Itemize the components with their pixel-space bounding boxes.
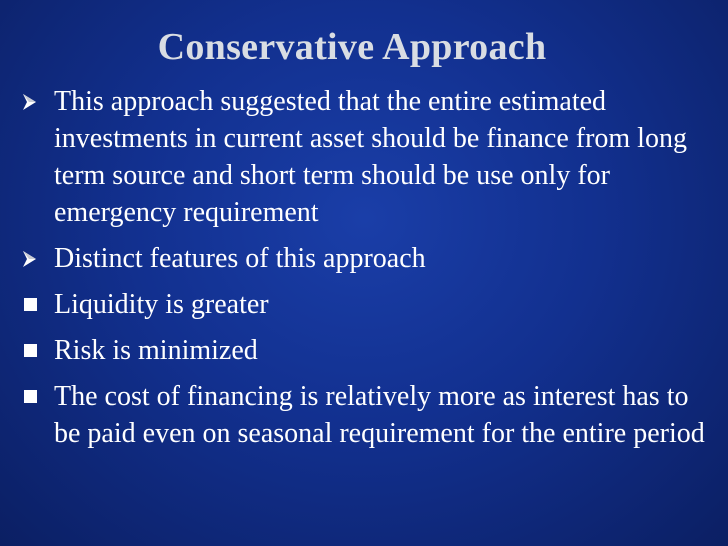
bullet-text: Liquidity is greater [54, 289, 269, 320]
bullet-text: Distinct features of this approach [54, 243, 426, 274]
bullet-item [18, 332, 708, 369]
bullet-list [18, 83, 708, 461]
bullet-item [18, 240, 708, 277]
bullet-item [18, 286, 708, 323]
arrow-icon [20, 240, 42, 277]
arrow-icon [20, 83, 42, 120]
square-icon [20, 378, 42, 415]
bullet-item [18, 378, 708, 452]
bullet-text: The cost of financing is relatively more as interest has to be paid even on seasonal requirement for the entire period [54, 381, 705, 449]
slide-title: Conservative Approach [157, 26, 547, 68]
bullet-item [18, 83, 708, 231]
bullet-text: This approach suggested that the entire estimated investments in current asset should be finance from long term source and short term should be use only for emergency requirement [54, 86, 687, 228]
square-icon [20, 286, 42, 323]
bullet-text: Risk is minimized [54, 335, 258, 366]
square-icon [20, 332, 42, 369]
